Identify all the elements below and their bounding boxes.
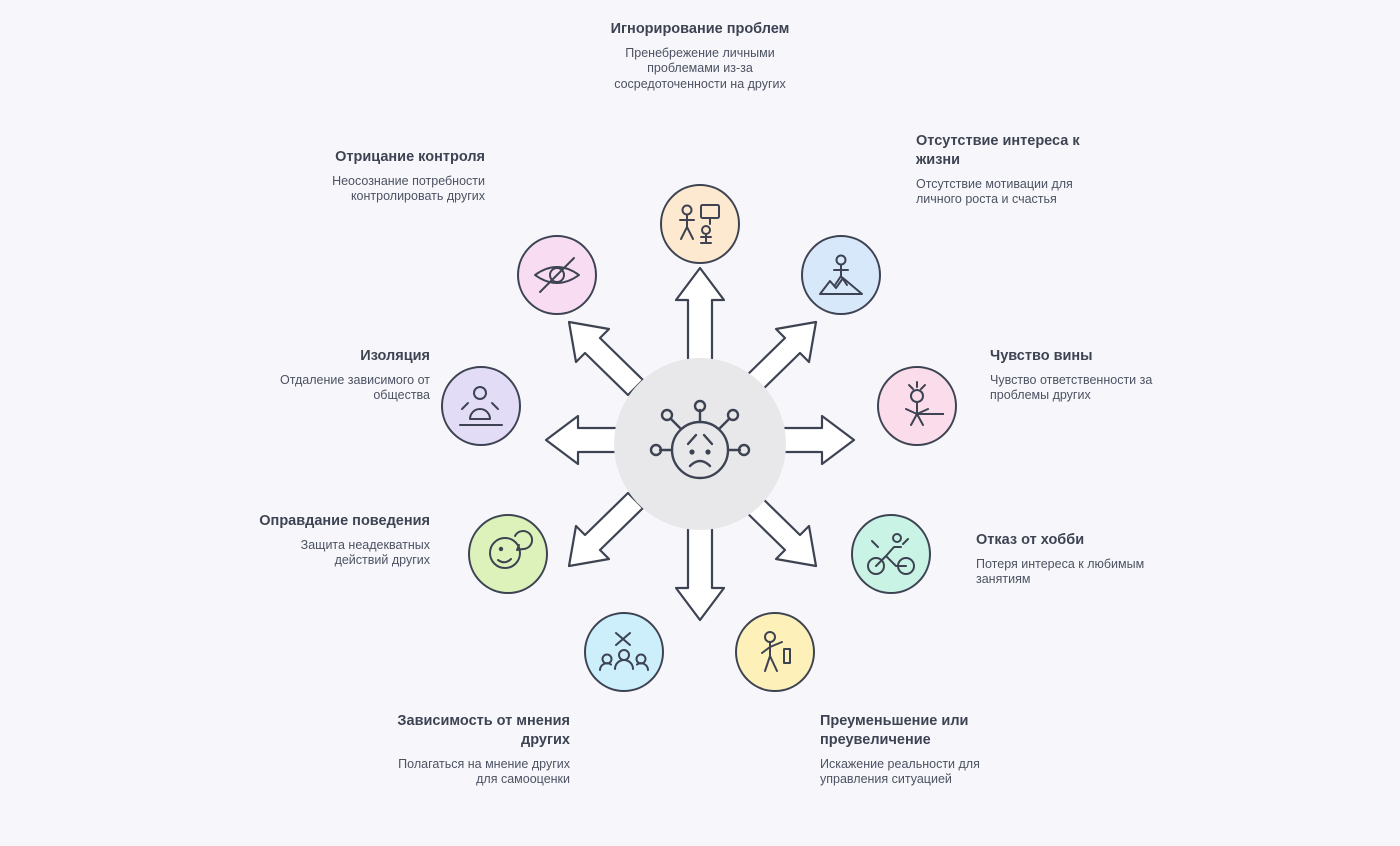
node-description: Защита неадекватных действий других [300, 537, 430, 568]
label-dependence-on-opinions [390, 712, 570, 788]
person-speech-icon [490, 531, 532, 568]
person-stress-icon [906, 382, 944, 425]
label-isolation [250, 347, 430, 404]
label-ignoring-problems [600, 20, 800, 93]
node-description: Потеря интереса к любимым занятиям [976, 556, 1145, 587]
node-description: Чувство ответственности за проблемы других [990, 372, 1153, 403]
node-denial-of-control[interactable] [517, 235, 597, 315]
node-minimizing-or-exaggerating[interactable] [735, 612, 815, 692]
label-justifying-behavior [250, 512, 430, 569]
node-justifying-behavior[interactable] [468, 514, 548, 594]
node-description: Полагаться на мнение других для самооценки [398, 756, 570, 787]
person-pointing-icon [762, 632, 790, 671]
node-isolation[interactable] [441, 366, 521, 446]
node-title: Изоляция [360, 348, 430, 364]
node-no-interest-in-life[interactable] [801, 235, 881, 315]
hub-center [614, 358, 786, 530]
node-description: Отсутствие мотивации для личного роста и счастья [916, 176, 1073, 207]
node-title: Чувство вины [990, 348, 1093, 364]
node-description: Искажение реальности для управления ситуацией [820, 756, 980, 787]
node-description: Неосознание потребности контролировать других [332, 173, 485, 204]
cyclist-icon [868, 534, 914, 574]
node-description: Пренебрежение личными проблемами из-за сосредоточенности на других [614, 45, 786, 92]
node-ignoring-problems[interactable] [660, 184, 740, 264]
node-dependence-on-opinions[interactable] [584, 612, 664, 692]
label-giving-up-hobbies [976, 531, 1156, 588]
node-guilt[interactable] [877, 366, 957, 446]
group-people-icon [600, 633, 648, 670]
label-guilt [990, 347, 1170, 404]
label-no-interest-in-life [916, 132, 1096, 208]
node-description: Отдаление зависимого от общества [279, 372, 430, 403]
node-title: Игнорирование проблем [610, 21, 790, 37]
stressed-face-network-icon [651, 401, 749, 478]
lonely-person-icon [460, 387, 502, 425]
label-minimizing-or-exaggerating [820, 712, 1000, 788]
people-presentation-icon [680, 205, 719, 243]
node-title: Преуменьшение или преувеличение [820, 713, 969, 748]
node-title: Оправдание поведения [259, 513, 430, 529]
node-title: Отсутствие интереса к жизни [916, 133, 1080, 168]
node-giving-up-hobbies[interactable] [851, 514, 931, 594]
person-mountain-icon [820, 256, 862, 295]
eye-crossed-icon [535, 258, 579, 292]
node-title: Зависимость от мнения других [397, 713, 570, 748]
node-title: Отрицание контроля [335, 149, 485, 165]
label-denial-of-control [300, 148, 485, 205]
node-title: Отказ от хобби [976, 532, 1085, 548]
